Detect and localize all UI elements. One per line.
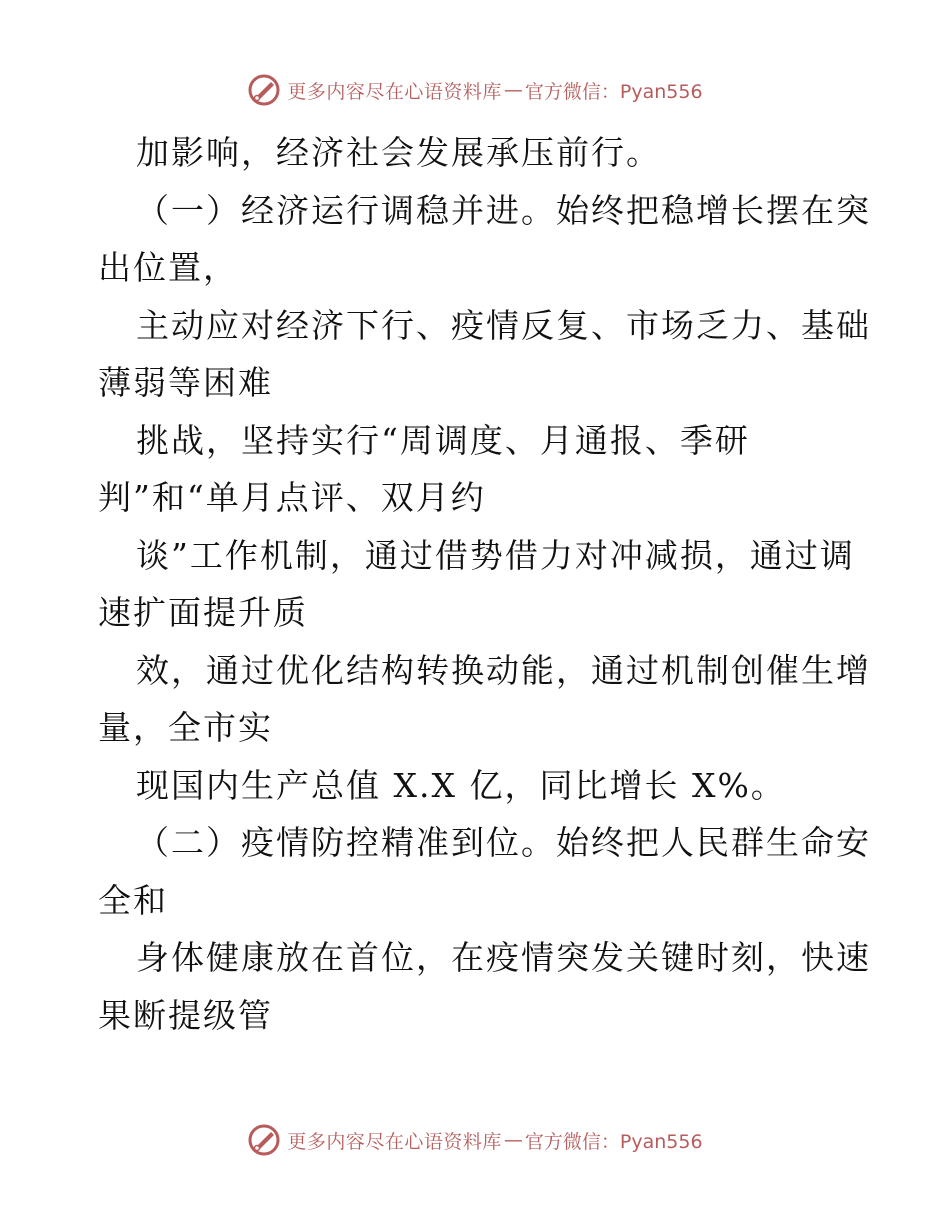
text-line: 挑战，坚持实行“周调度、月通报、季研 bbox=[136, 420, 750, 460]
text-line: 身体健康放在首位，在疫情突发关键时刻，快速 bbox=[136, 938, 871, 977]
text-line: 现国内生产总值 X.X 亿，同比增长 X%。 bbox=[136, 765, 786, 805]
text-line: 速扩面提升质 bbox=[98, 593, 308, 632]
text-line: 加影响，经济社会发展承压前行。 bbox=[136, 133, 661, 172]
watermark-separator: — bbox=[503, 1129, 523, 1151]
pen-logo-icon bbox=[247, 1123, 281, 1157]
text-line: 果断提级管 bbox=[98, 995, 273, 1035]
text-line: 量，全市实 bbox=[98, 708, 273, 747]
watermark-wechat: 官方微信：Pyan556 bbox=[524, 80, 703, 103]
text-line: 薄弱等困难 bbox=[98, 363, 273, 402]
watermark-site-text: 更多内容尽在心语资料库 bbox=[287, 1130, 502, 1153]
text-line: 判”和“单月点评、双月约 bbox=[98, 478, 486, 517]
watermark-site-text: 更多内容尽在心语资料库 bbox=[287, 80, 502, 103]
footer-watermark bbox=[0, 1120, 950, 1160]
text-line: 主动应对经济下行、疫情反复、市场乏力、基础 bbox=[136, 305, 871, 345]
pen-logo-icon bbox=[247, 73, 281, 107]
text-line: （二）疫情防控精准到位。始终把人民群生命安 bbox=[136, 823, 871, 862]
watermark-separator: — bbox=[503, 79, 523, 101]
header-watermark bbox=[0, 70, 950, 110]
text-line: 效，通过优化结构转换动能，通过机制创催生增 bbox=[136, 650, 871, 690]
watermark-wechat: 官方微信：Pyan556 bbox=[524, 1130, 703, 1153]
text-line: 全和 bbox=[98, 880, 168, 920]
text-line: （一）经济运行调稳并进。始终把稳增长摆在突 bbox=[136, 190, 871, 230]
text-line: 谈”工作机制，通过借势借力对冲减损，通过调 bbox=[136, 535, 855, 575]
document-body bbox=[98, 124, 871, 1044]
text-line: 出位置， bbox=[98, 248, 238, 287]
